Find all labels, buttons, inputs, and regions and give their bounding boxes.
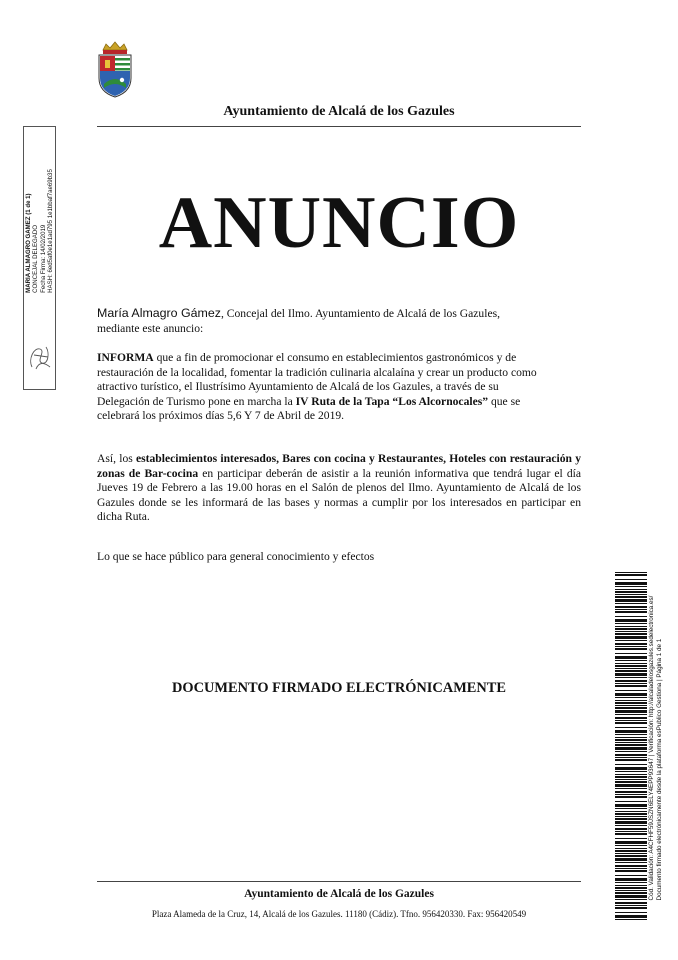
- barcode-bar: [615, 892, 647, 894]
- barcode-bar: [615, 586, 647, 587]
- informa-text-a: que a fin de promocionar el consumo en establecimientos gastronómicos y de: [153, 351, 517, 364]
- barcode-bar: [615, 697, 647, 698]
- barcode-bar: [615, 574, 647, 576]
- barcode-bar: [615, 631, 647, 632]
- barcode-bar: [615, 845, 647, 846]
- barcode-bar: [615, 791, 647, 793]
- barcode-bar: [615, 670, 647, 672]
- signer-name: María Almagro Gámez: [97, 306, 221, 320]
- barcode-bar: [615, 818, 647, 820]
- barcode-bar: [615, 838, 647, 839]
- barcode-bar: [615, 685, 647, 687]
- document-title: ANUNCIO: [158, 182, 520, 264]
- signed-label: DOCUMENTO FIRMADO ELECTRÓNICAMENTE: [172, 680, 506, 696]
- barcode-bar: [615, 808, 647, 809]
- barcode-bar: [615, 653, 647, 654]
- barcode-bar: [615, 668, 647, 669]
- barcode-bar: [615, 757, 647, 758]
- barcode-bar: [615, 582, 647, 585]
- barcode-bar: [615, 636, 647, 639]
- event-name: IV Ruta de la Tapa “Los Alcornocales”: [295, 394, 489, 408]
- barcode-bar: [615, 882, 647, 883]
- barcode-bar: [615, 774, 647, 775]
- barcode-bar: [615, 841, 647, 844]
- barcode-bar: [615, 919, 647, 920]
- footer-address: Plaza Alameda de la Cruz, 14, Alcalá de los Gazules. 11180 (Cádiz). Tfno. 956420330. Fax: 956420549: [151, 909, 527, 919]
- barcode-bar: [615, 643, 647, 645]
- barcode-bar: [615, 646, 647, 647]
- stamp-role: CONCEJAL DELEGADO: [32, 225, 40, 293]
- barcode-bar: [615, 710, 647, 713]
- intro-paragraph: [97, 306, 581, 336]
- barcode-bar: [615, 707, 647, 709]
- signature-stamp-text: [25, 169, 55, 293]
- barcode-bar: [615, 784, 647, 787]
- barcode-bar: [615, 853, 647, 854]
- barcode-bar: [615, 693, 647, 696]
- barcode-bar: [615, 640, 647, 641]
- asi-text-1: Así, los: [97, 452, 136, 465]
- barcode-bar: [615, 727, 647, 728]
- barcode-bar: [615, 813, 647, 815]
- signature-stamp: [23, 126, 56, 390]
- barcode-bar: [615, 754, 647, 756]
- barcode-bar: [615, 915, 647, 918]
- barcode-bar: [615, 828, 647, 830]
- barcode-bar: [615, 865, 647, 867]
- barcode-bar: [615, 804, 647, 807]
- barcode-bar: [615, 759, 647, 761]
- barcode-bar: [615, 858, 647, 861]
- barcode-bar: [615, 739, 647, 741]
- barcode-bar: [615, 747, 647, 750]
- stamp-hash: HASH: 6ed5af0e1e1ad795 1e1bbaf7ae69b35: [46, 169, 54, 293]
- footer-divider: [97, 881, 581, 882]
- barcode-bar: [615, 616, 647, 617]
- barcode-bar: [615, 890, 647, 891]
- barcode-bar: [615, 720, 647, 721]
- barcode-bar: [615, 717, 647, 719]
- barcode-bar: [615, 648, 647, 650]
- informa-lead: INFORMA: [97, 351, 154, 364]
- barcode-bar: [615, 730, 647, 733]
- barcode-bar: [615, 850, 647, 852]
- barcode-bar: [615, 905, 647, 906]
- barcode-bar: [615, 656, 647, 659]
- footer-organization: Ayuntamiento de Alcalá de los Gazules: [244, 888, 434, 900]
- verification-line-1: Cód. Validación: A4CFHF59JSZN6ELY4EPP93647 | Verificación: http://alcaladelosgazules.sedelectronica.es/: [648, 595, 655, 901]
- handwritten-signature-mark: [26, 339, 54, 373]
- barcode-bar: [615, 875, 647, 876]
- barcode-bar: [615, 794, 647, 795]
- barcode-bar: [615, 714, 647, 715]
- barcode-bar: [615, 594, 647, 595]
- intro-line-2: mediante este anuncio:: [97, 321, 204, 335]
- barcode-bar: [615, 796, 647, 798]
- barcode-bar: [615, 764, 647, 765]
- barcode-bar: [615, 633, 647, 635]
- barcode-bar: [615, 821, 647, 824]
- coat-of-arms-logo: [95, 38, 135, 100]
- informa-text-f: celebrará los próximos días 5,6 Y 7 de Abril de 2019.: [97, 409, 345, 422]
- barcode-bar: [615, 665, 647, 667]
- barcode-bar: [615, 628, 647, 630]
- barcode-bar: [615, 848, 647, 849]
- barcode-bar: [615, 779, 647, 780]
- asi-establishments: establecimientos interesados, Bares con cocina y Restaurantes, Hoteles con restauración y zonas de Bar-cocina: [97, 452, 581, 480]
- barcode-bar: [615, 912, 647, 913]
- barcode-bar: [615, 734, 647, 735]
- organization-header: Ayuntamiento de Alcalá de los Gazules: [223, 104, 455, 119]
- barcode-bar: [615, 744, 647, 746]
- barcode-bar: [615, 626, 647, 627]
- barcode-bar: [615, 700, 647, 701]
- closing-paragraph: Lo que se hace público para general conocimiento y efectos: [97, 550, 375, 563]
- barcode-bar: [615, 895, 647, 898]
- header-divider: [97, 126, 581, 127]
- stamp-date: Fecha Firma: 14/02/2019: [39, 224, 47, 293]
- barcode-bar: [615, 825, 647, 826]
- barcode-bar: [615, 603, 647, 604]
- informa-text-b: restauración de la localidad, fomentar la tradición culinaria alcalaína y crear un producto como: [97, 365, 537, 379]
- barcode: [615, 572, 647, 922]
- barcode-bar: [615, 690, 647, 691]
- asi-text-2: en participar deberán de asistir a la reunión informativa que tendrá lugar el día Jueves 19 de Febrero a las 19.00 horas en el Salón de plenos del Ilmo. Ayuntamiento de Alcalá de los Gazules donde se les informará de las bases y normas a cumplir por los interesados en participar en dicha Ruta.: [97, 466, 581, 523]
- barcode-bar: [615, 572, 647, 573]
- barcode-bar: [615, 606, 647, 608]
- barcode-bar: [615, 683, 647, 684]
- barcode-bar: [615, 663, 647, 664]
- barcode-bar: [615, 591, 647, 593]
- barcode-bar: [615, 781, 647, 783]
- barcode-bar: [615, 680, 647, 682]
- informa-text-c: atractivo turístico, el Ilustrísimo Ayuntamiento de Alcalá de los Gazules, a través de su: [97, 380, 499, 393]
- informa-paragraph: [97, 351, 581, 424]
- barcode-bar: [615, 677, 647, 678]
- barcode-bar: [615, 673, 647, 676]
- barcode-bar: [615, 609, 647, 610]
- barcode-bar: [615, 870, 647, 872]
- barcode-bar: [615, 705, 647, 706]
- barcode-bar: [615, 776, 647, 778]
- informa-text-e: que se: [488, 394, 521, 408]
- barcode-bar: [615, 788, 647, 789]
- barcode-bar: [615, 742, 647, 743]
- barcode-bar: [615, 579, 647, 580]
- barcode-bar: [615, 660, 647, 661]
- stamp-signer: MARIA ALMAGRO GAMEZ (1 de 1): [24, 193, 32, 293]
- barcode-bar: [615, 831, 647, 832]
- verification-line-2: Documento firmado electrónicamente desde la plataforma esPublico Gestiona | Página 1 de 1: [656, 638, 663, 901]
- barcode-bar: [615, 868, 647, 869]
- barcode-bar: [615, 589, 647, 590]
- barcode-bar: [615, 887, 647, 889]
- barcode-bar: [615, 702, 647, 704]
- barcode-bar: [615, 771, 647, 772]
- barcode-bar: [615, 907, 647, 909]
- barcode-bar: [615, 801, 647, 802]
- informa-text-d: Delegación de Turismo pone en marcha la: [97, 394, 296, 408]
- barcode-bar: [615, 816, 647, 817]
- barcode-bar: [615, 811, 647, 812]
- barcode-bar: [615, 737, 647, 738]
- barcode-bar: [615, 623, 647, 624]
- barcode-bar: [615, 767, 647, 770]
- barcode-bar: [615, 751, 647, 752]
- barcode-bar: [615, 885, 647, 886]
- barcode-bar: [615, 599, 647, 602]
- barcode-bar: [615, 833, 647, 835]
- signer-role: , Concejal del Ilmo. Ayuntamiento de Alcalá de los Gazules,: [220, 307, 500, 320]
- barcode-bar: [615, 862, 647, 863]
- barcode-bar: [615, 855, 647, 857]
- barcode-bar: [615, 878, 647, 881]
- verification-text: [648, 596, 664, 901]
- barcode-bar: [615, 899, 647, 900]
- barcode-bar: [615, 902, 647, 904]
- asi-paragraph: [97, 452, 581, 525]
- barcode-bar: [615, 722, 647, 724]
- barcode-bar: [615, 619, 647, 622]
- barcode-bar: [615, 596, 647, 598]
- barcode-bar: [615, 611, 647, 613]
